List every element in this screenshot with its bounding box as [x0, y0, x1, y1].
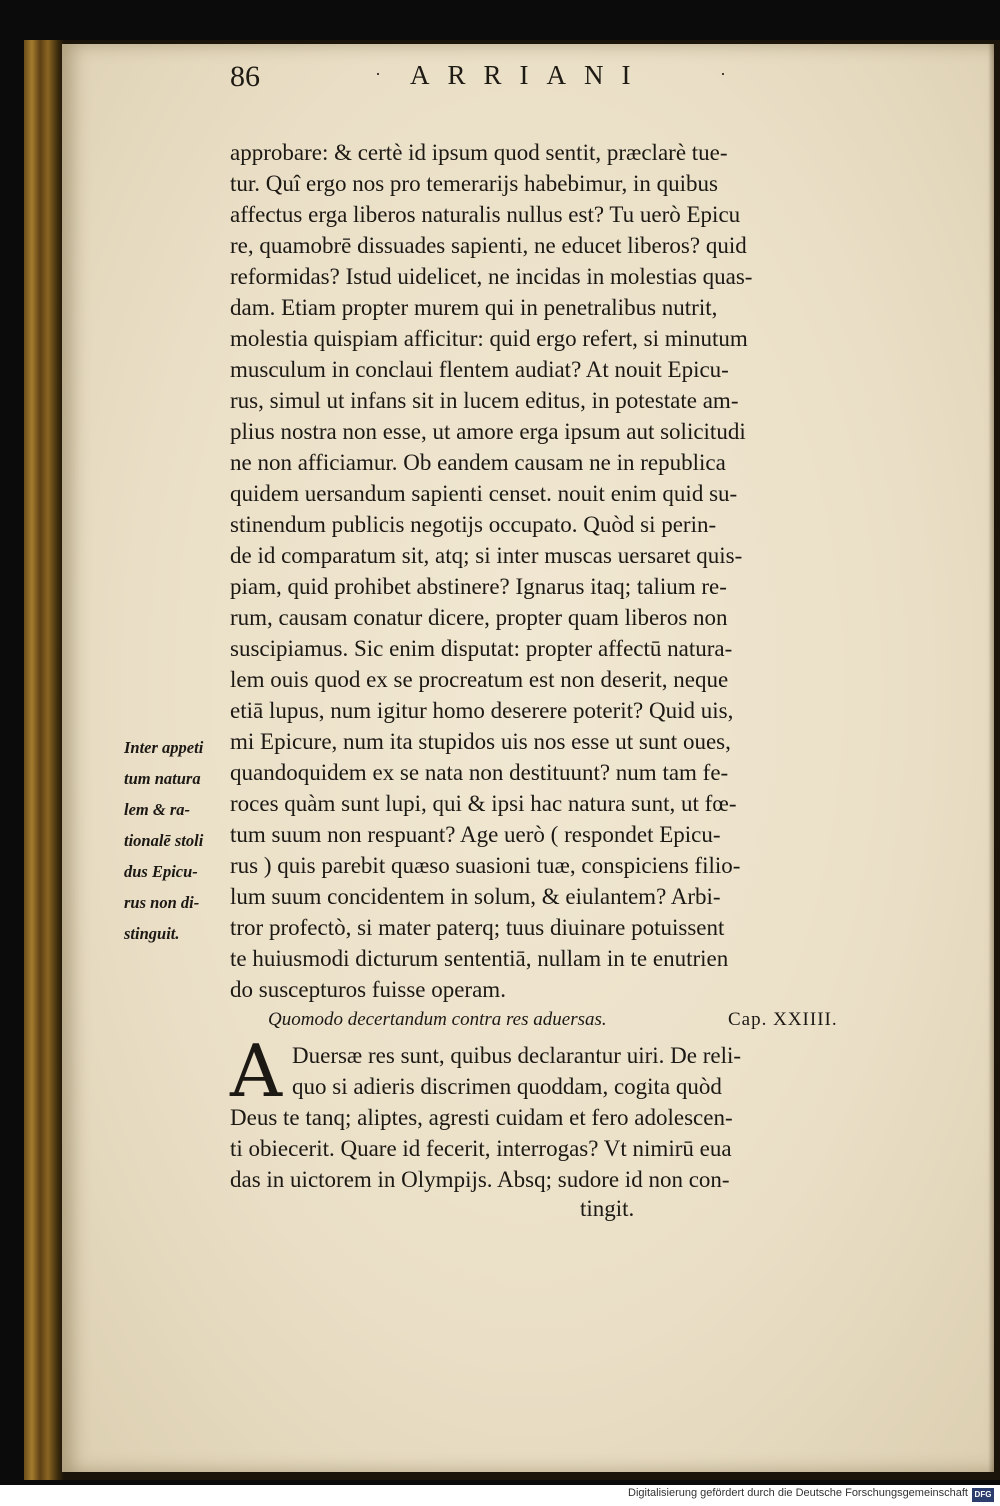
ornament-dot-icon: ·	[720, 64, 726, 84]
text-line: quandoquidem ex se nata non destituunt? num tam fe-	[230, 760, 729, 785]
text-line: mi Epicure, num ita stupidos uis nos esse ut sunt oues,	[230, 729, 731, 754]
text-line: lem ouis quod ex se procreatum est non deserit, neque	[230, 667, 729, 692]
text-line: dam. Etiam propter murem qui in penetralibus nutrit,	[230, 295, 718, 320]
chapter-heading	[268, 1009, 888, 1039]
text-line: approbare: & certè id ipsum quod sentit, præclarè tue-	[230, 140, 728, 165]
footer-bar	[0, 1485, 1000, 1506]
text-line: roces quàm sunt lupi, qui & ipsi hac natura sunt, ut fœ-	[230, 791, 737, 816]
digitization-credit: Digitalisierung gefördert durch die Deutsche Forschungsgemeinschaft	[628, 1487, 968, 1499]
page-number: 86	[230, 60, 260, 93]
text-line: piam, quid prohibet abstinere? Ignarus itaq; talium re-	[230, 574, 727, 599]
marginal-line: lem & ra-	[124, 800, 190, 819]
marginal-line: rus non di-	[124, 893, 200, 912]
page-edge-shadow	[988, 44, 994, 1472]
text-line: ti obiecerit. Quare id fecerit, interrogas? Vt nimirū eua	[230, 1136, 732, 1161]
text-line: quidem uersandum sapienti censet. nouit enim quid su-	[230, 481, 738, 506]
text-line: etiā lupus, num igitur homo deserere poterit? Quid uis,	[230, 698, 734, 723]
text-line: rus, simul ut infans sit in lucem editus, in potestate am-	[230, 388, 739, 413]
text-line: rus ) quis parebit quæso suasioni tuæ, conspiciens filio-	[230, 853, 741, 878]
text-line: quo si adieris discrimen quoddam, cogita quòd	[292, 1074, 722, 1099]
catchword: tingit.	[580, 1196, 635, 1221]
marginal-line: Inter appeti	[124, 738, 204, 757]
chapter-text	[230, 1029, 910, 1195]
text-line: tum suum non respuant? Age uerò ( respondet Epicu-	[230, 822, 721, 847]
text-line: ne non afficiamur. Ob eandem causam ne in republica	[230, 450, 726, 475]
text-line: affectus erga liberos naturalis nullus est? Tu uerò Epicu	[230, 202, 741, 227]
running-title: ARRIANI	[410, 60, 649, 90]
text-line: das in uictorem in Olympijs. Absq; sudore id non con-	[230, 1167, 730, 1192]
text-line: Duersæ res sunt, quibus declarantur uiri. De reli-	[292, 1043, 742, 1068]
marginal-line: tionalē stoli	[124, 831, 204, 850]
marginal-note	[124, 732, 236, 949]
text-line: molestia quispiam afficitur: quid ergo refert, si minutum	[230, 326, 748, 351]
chapter-title: Quomodo decertandum contra res aduersas.	[268, 1009, 607, 1030]
main-text	[230, 137, 910, 1005]
page-header	[230, 60, 790, 100]
text-line: do suscepturos fuisse operam.	[230, 977, 506, 1002]
drop-cap-initial: A	[230, 1029, 282, 1113]
dfg-logo-icon: DFG	[972, 1488, 994, 1502]
text-line: lum suum concidentem in solum, & eiulantem? Arbi-	[230, 884, 721, 909]
marginal-line: dus Epicu-	[124, 862, 198, 881]
marginal-line: tum natura	[124, 769, 201, 788]
text-line: stinendum publicis negotijs occupato. Quòd si perin-	[230, 512, 717, 537]
text-line: de id comparatum sit, atq; si inter muscas uersaret quis-	[230, 543, 743, 568]
text-line: musculum in conclaui flentem audiat? At nouit Epicu-	[230, 357, 729, 382]
chapter-number: Cap. XXIIII.	[728, 1009, 838, 1030]
text-line: tur. Quî ergo nos pro temerarijs habebimur, in quibus	[230, 171, 718, 196]
text-line: Deus te tanq; aliptes, agresti cuidam et fero adolescen-	[230, 1105, 733, 1130]
text-line: re, quamobrē dissuades sapienti, ne educet liberos? quid	[230, 233, 747, 258]
text-line: plius nostra non esse, ut amore erga ipsum aut solicitudi	[230, 419, 746, 444]
marginal-line: stinguit.	[124, 924, 180, 943]
text-line: reformidas? Istud uidelicet, ne incidas in molestias quas-	[230, 264, 753, 289]
text-line: suscipiamus. Sic enim disputat: propter affectū natura-	[230, 636, 733, 661]
text-line: tror profectò, si mater paterq; tuus diuinare potuissent	[230, 915, 725, 940]
ornament-dot-icon: ·	[375, 64, 381, 84]
text-line: te huiusmodi dicturum sententiā, nullam in te enutrien	[230, 946, 729, 971]
text-line: rum, causam conatur dicere, propter quam liberos non	[230, 605, 728, 630]
